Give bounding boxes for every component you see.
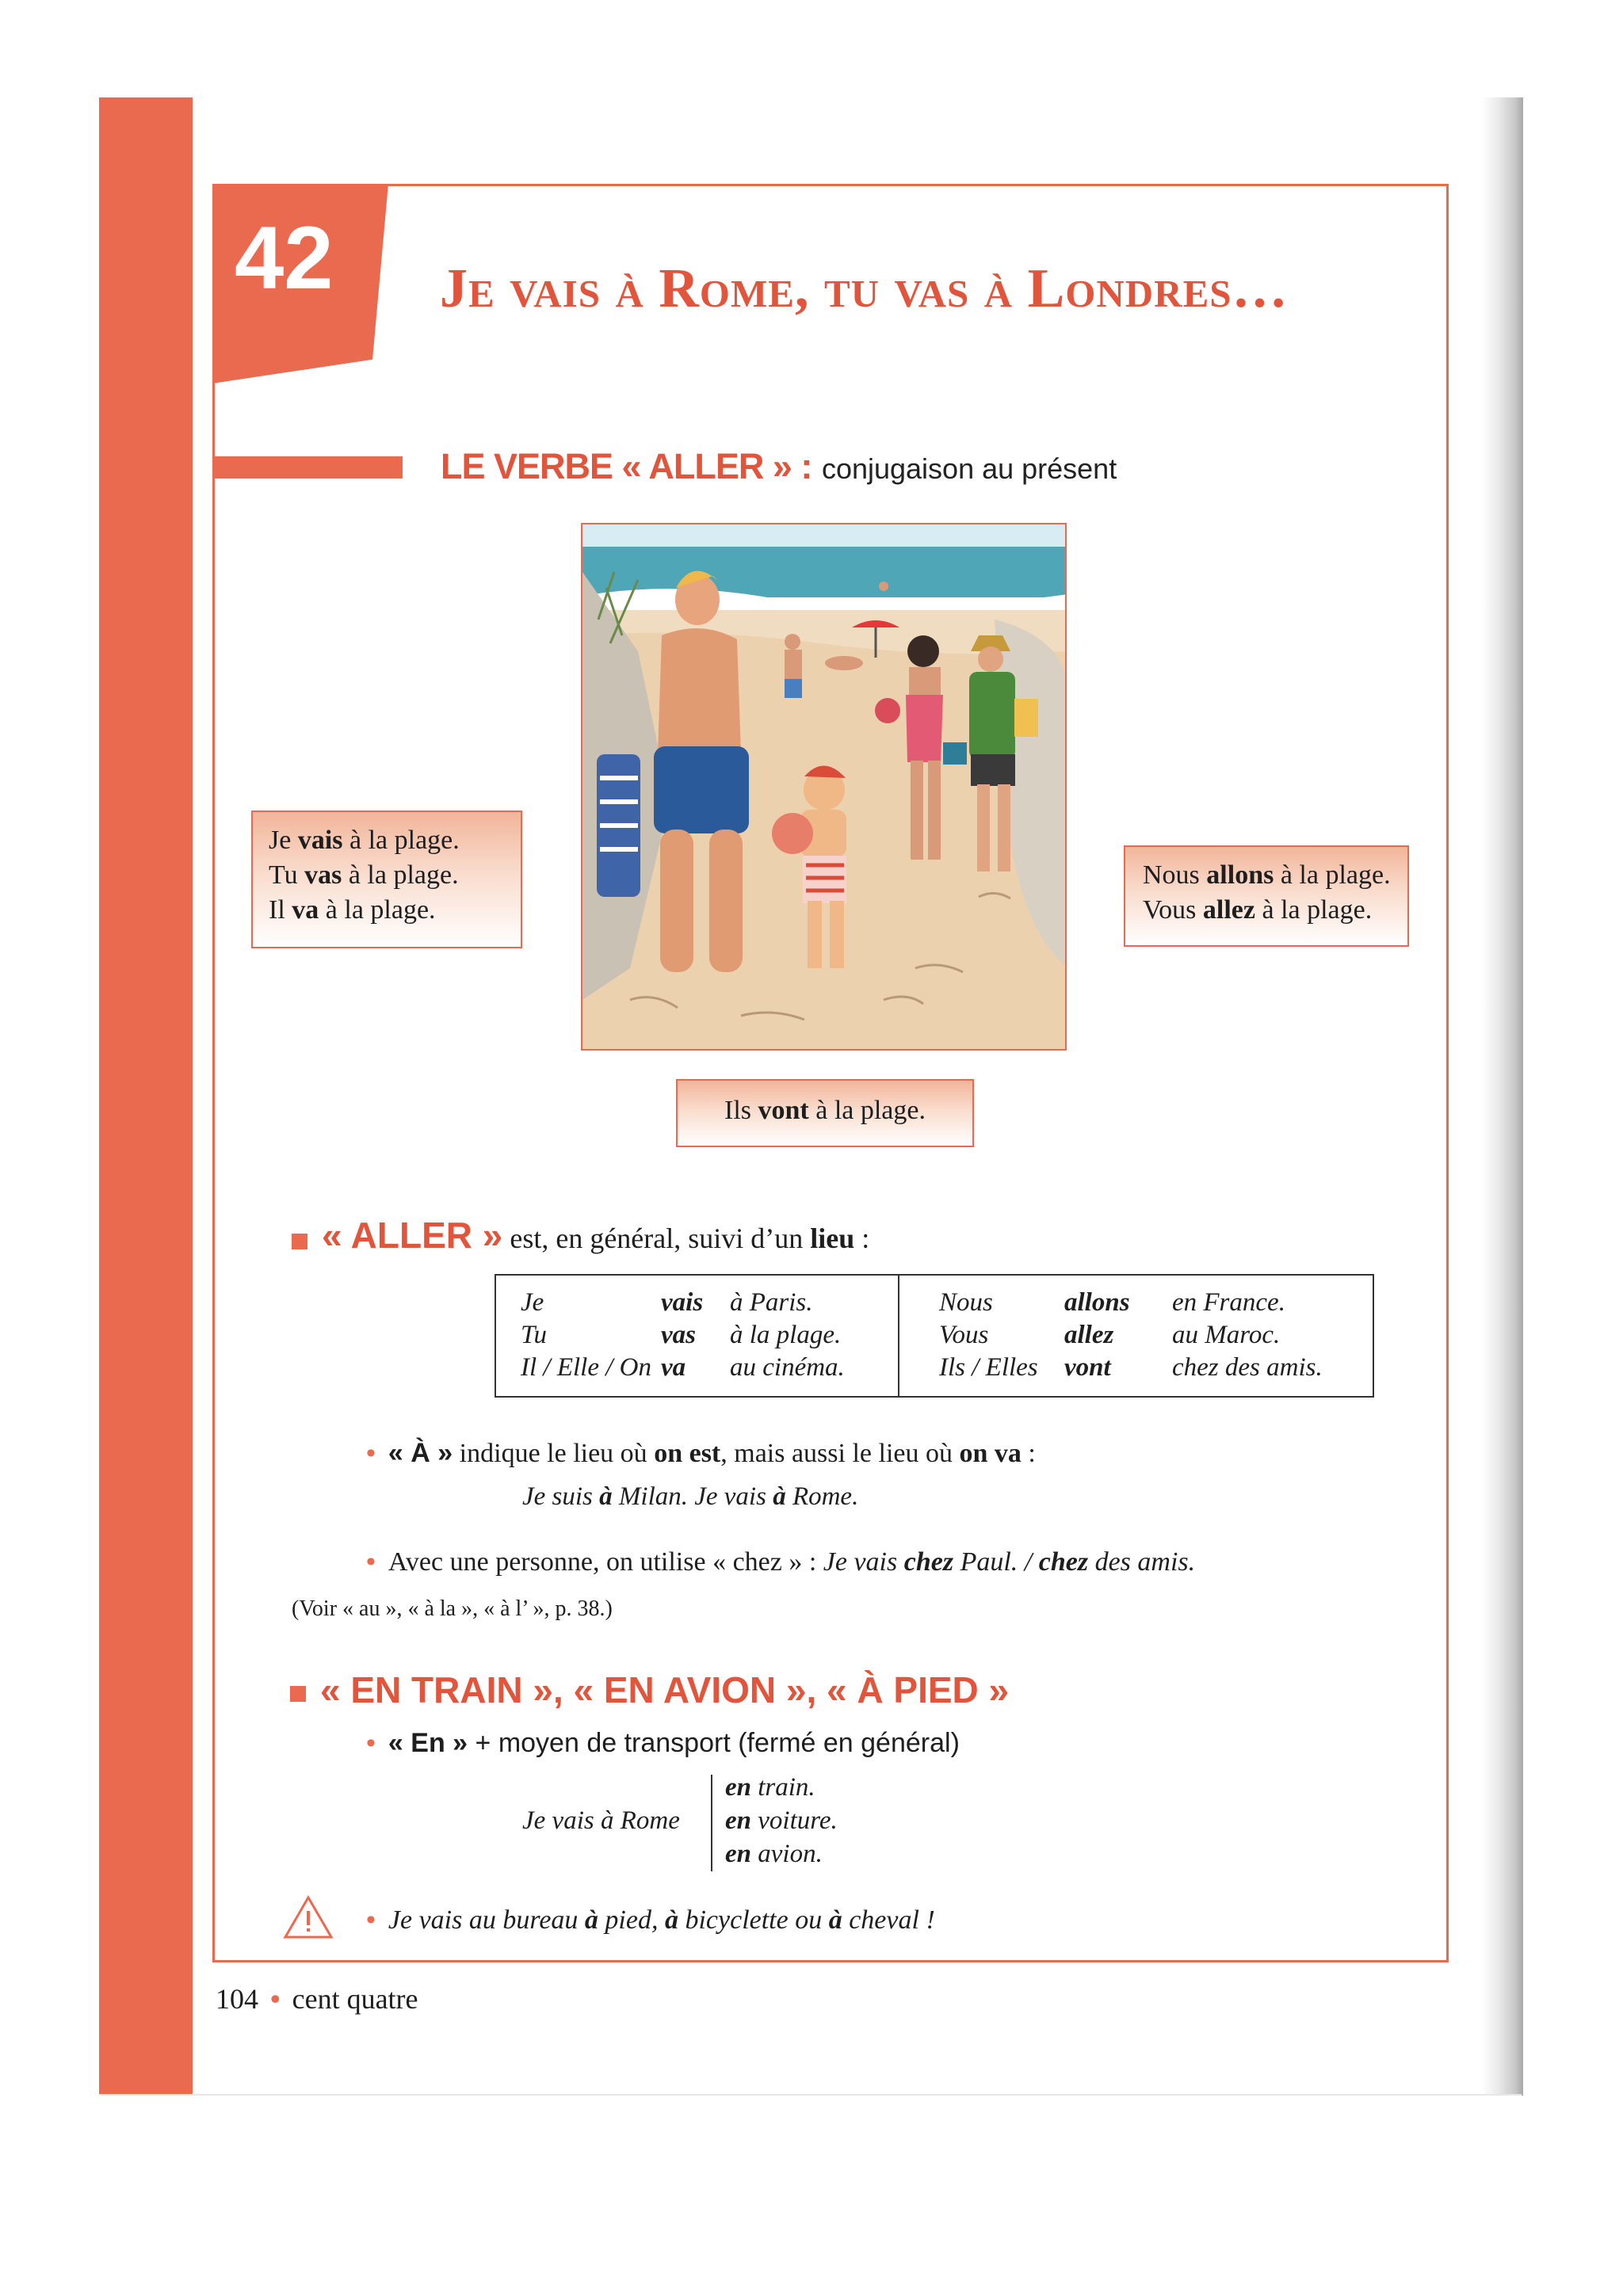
- table-cell: allons: [1064, 1288, 1130, 1317]
- page-gutter-shadow: [1482, 97, 1523, 2096]
- bullet-icon: •: [270, 1983, 281, 2015]
- beach-illustration-svg: [582, 524, 1067, 1051]
- table-divider: [898, 1274, 899, 1398]
- bullet-icon: •: [366, 1439, 376, 1468]
- section-heading-verbe: [441, 445, 1117, 488]
- transport-option: en voiture.: [725, 1806, 838, 1835]
- page-number-words: cent quatre: [292, 1983, 418, 2015]
- rule-chez-line: • Avec une personne, on utilise « chez » : Je vais chez Paul. / chez des amis.: [366, 1547, 1196, 1577]
- table-cell: en France.: [1172, 1288, 1285, 1317]
- bullet-icon: •: [366, 1905, 376, 1935]
- rule-a-line: • « À » indique le lieu où on est, mais aussi le lieu où on va :: [366, 1438, 1036, 1468]
- conj-line: Tu vas à la plage.: [269, 860, 459, 890]
- table-cell: vais: [661, 1288, 704, 1317]
- table-cell: vont: [1064, 1353, 1111, 1382]
- table-cell: Ils / Elles: [939, 1353, 1038, 1382]
- table-cell: vas: [661, 1321, 696, 1349]
- conjugation-box-plural: [1124, 845, 1409, 947]
- square-bullet-icon: [292, 1234, 307, 1249]
- table-cell: Vous: [939, 1321, 989, 1349]
- section-marker-bar: [212, 456, 403, 479]
- table-cell: à la plage.: [730, 1321, 842, 1349]
- aller-rule-heading: « ALLER » est, en général, suivi d’un lieu :: [292, 1214, 869, 1257]
- transport-divider: [711, 1775, 712, 1871]
- conjugation-box-ils: Ils vont à la plage.: [676, 1079, 974, 1147]
- table-cell: Je: [521, 1288, 544, 1317]
- page-number: 104: [216, 1983, 258, 2015]
- transport-heading: « EN TRAIN », « EN AVION », « À PIED »: [290, 1669, 1009, 1712]
- table-cell: Il / Elle / On: [521, 1353, 651, 1382]
- chapter-title: Je vais à Rome, tu vas à Londres…: [440, 258, 1289, 319]
- page-edge: [99, 2094, 1522, 2096]
- bullet-icon: •: [366, 1729, 376, 1758]
- warning-icon: [283, 1895, 334, 1939]
- transport-option: en train.: [725, 1773, 815, 1802]
- table-cell: Tu: [521, 1321, 548, 1349]
- voir-note: (Voir « au », « à la », « à l’ », p. 38.): [292, 1596, 613, 1621]
- transport-en-line: • « En » + moyen de transport (fermé en général): [366, 1728, 960, 1758]
- section-heading-subtitle: conjugaison au présent: [821, 452, 1117, 485]
- rule-a-example: Je suis à Milan. Je vais à Rome.: [522, 1482, 859, 1511]
- chapter-number: 42: [235, 208, 334, 307]
- square-bullet-icon: [290, 1686, 306, 1702]
- conj-line: Vous allez à la plage.: [1143, 895, 1373, 925]
- table-cell: allez: [1064, 1321, 1114, 1349]
- conjugation-box-singular: [251, 810, 522, 948]
- transport-option: en avion.: [725, 1840, 823, 1868]
- beach-scene-illustration: [581, 523, 1067, 1051]
- conj-line: Nous allons à la plage.: [1143, 860, 1391, 890]
- warning-line: • Je vais au bureau à pied, à bicyclette ou à cheval !: [366, 1905, 935, 1935]
- page-footer: [216, 1982, 418, 2016]
- conj-line: Je vais à la plage.: [269, 826, 460, 855]
- section-heading-label: LE VERBE « ALLER » :: [441, 446, 812, 486]
- table-cell: Nous: [939, 1288, 993, 1317]
- table-cell: au Maroc.: [1172, 1321, 1281, 1349]
- transport-stem: Je vais à Rome: [522, 1806, 680, 1835]
- table-cell: à Paris.: [730, 1288, 813, 1317]
- table-cell: chez des amis.: [1172, 1353, 1323, 1382]
- bullet-icon: •: [366, 1547, 376, 1577]
- table-cell: va: [661, 1353, 686, 1382]
- conj-line: Il va à la plage.: [269, 895, 436, 925]
- page-edge-bar: [99, 97, 193, 2096]
- table-cell: au cinéma.: [730, 1353, 845, 1382]
